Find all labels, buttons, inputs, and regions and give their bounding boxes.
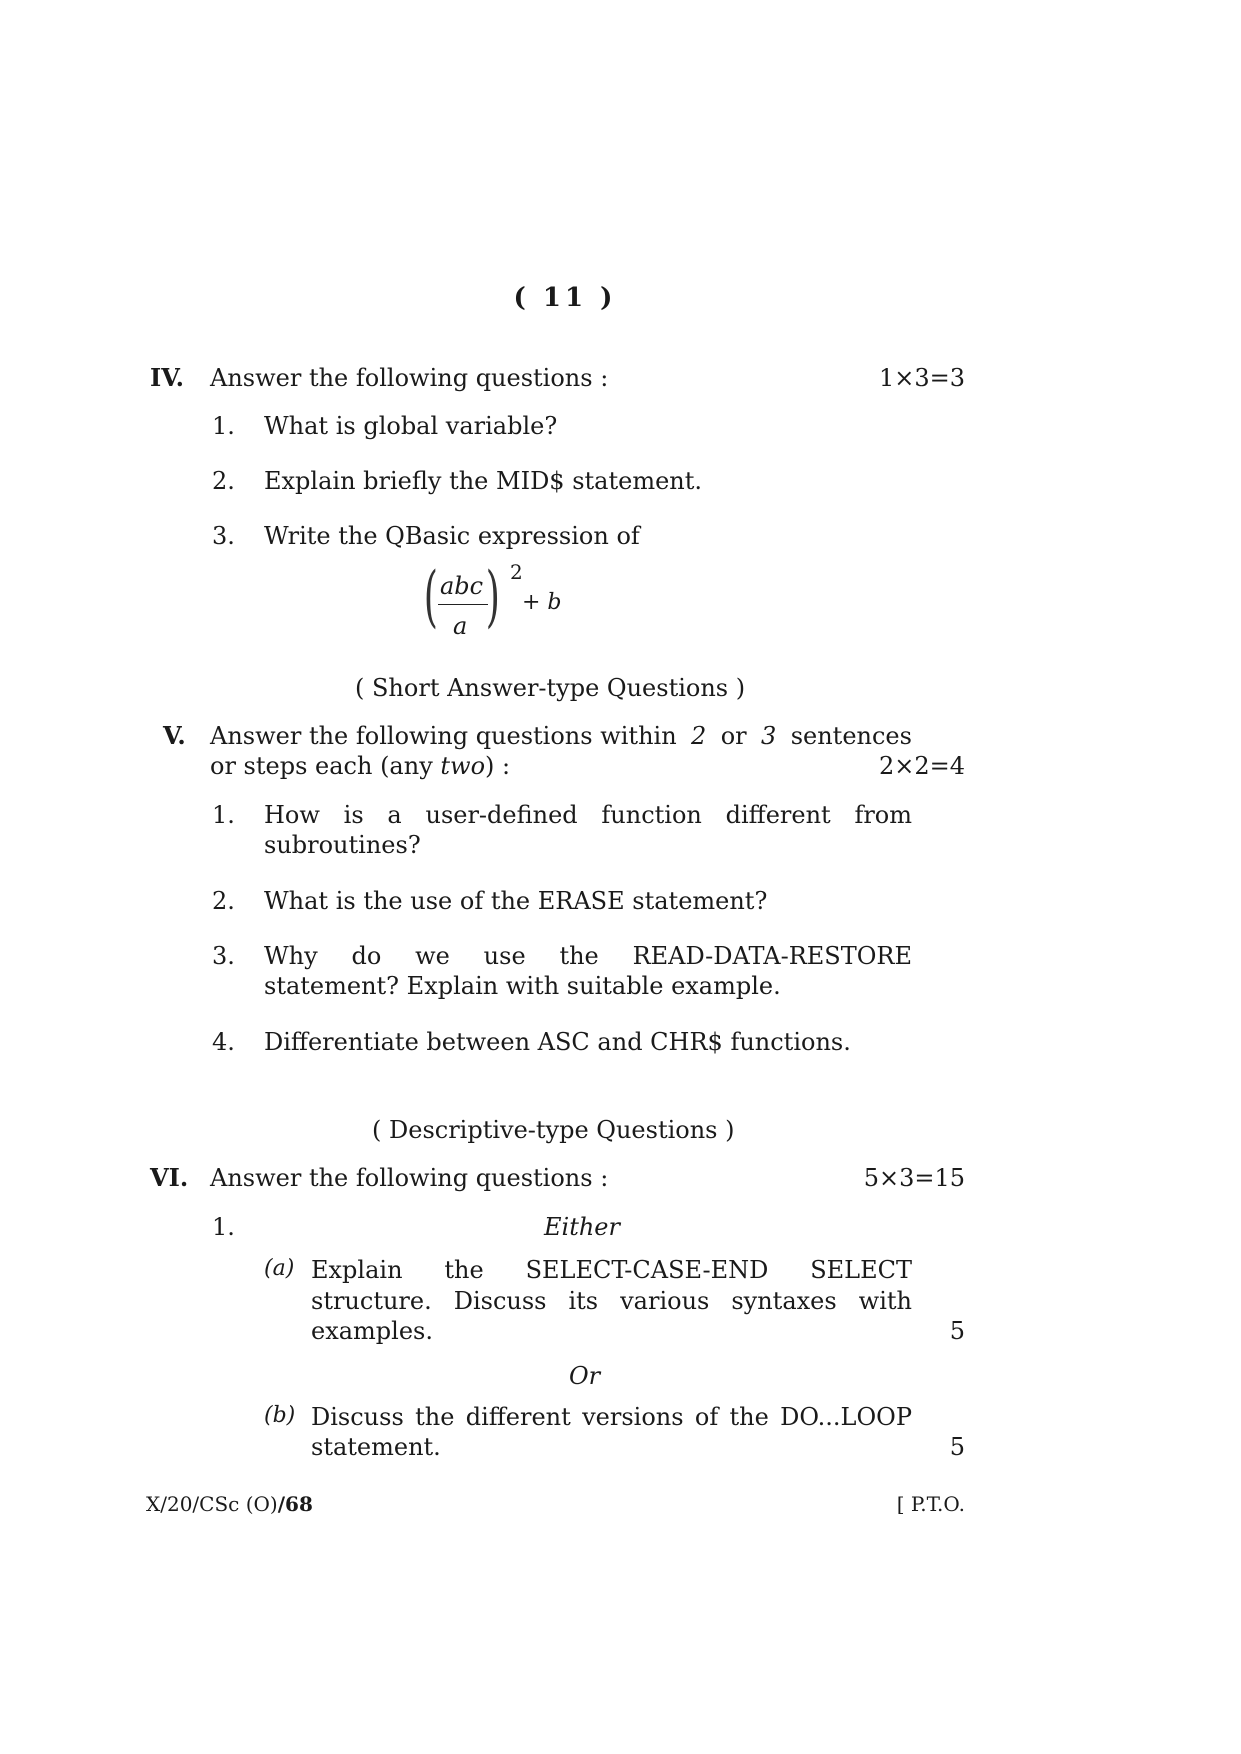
section-iv-numeral: IV. [150,363,185,392]
section-v-numeral: V. [163,721,186,750]
question-text: Why do we use the READ-DATA-RESTORE [264,942,912,970]
descriptive-heading: ( Descriptive-type Questions ) [372,1116,735,1144]
formula-numerator: abc [440,572,484,600]
or-label: Or [569,1362,601,1390]
either-label: Either [544,1213,620,1241]
right-parenthesis: ) [485,558,500,635]
option-a-text: structure. Discuss its various syntaxes with [311,1287,912,1315]
formula-tail: + b [522,590,562,615]
section-iv-marks: 1×3=3 [878,364,965,392]
instruction-text: or [720,722,747,750]
option-b-label: (b) [264,1403,296,1428]
formula-exponent: 2 [510,560,523,584]
question-text: What is global variable? [264,412,558,440]
section-v-marks: 2×2=4 [878,752,965,780]
pto-label: [ P.T.O. [896,1492,965,1516]
section-v-instruction-line2 [210,754,510,778]
qbasic-formula [410,560,570,640]
question-number: 3. [212,522,235,550]
instruction-text: sentences [790,722,912,750]
question-text: Differentiate between ASC and CHR$ functions. [264,1028,851,1056]
short-answer-heading: ( Short Answer-type Questions ) [355,674,746,702]
question-text: subroutines? [264,831,421,859]
question-number: 2. [212,887,235,915]
paper-code-text: X/20/CSc (O) [146,1492,278,1516]
question-text: How is a user-defined function different from [264,801,912,829]
fraction-bar [438,604,488,605]
question-number: 2. [212,467,235,495]
question-text: What is the use of the ERASE statement? [264,887,768,915]
option-a-label: (a) [264,1256,295,1281]
section-vi-marks: 5×3=15 [863,1164,965,1192]
section-vi-numeral: VI. [150,1163,189,1192]
formula-denominator: a [453,612,468,640]
question-number: 1. [212,412,235,440]
instruction-number: 3 [761,722,777,750]
option-a-marks: 5 [949,1317,965,1345]
option-b-text: statement. [311,1433,441,1461]
option-b-marks: 5 [949,1433,965,1461]
paper-code [146,1494,313,1514]
page-number: ( 11 ) [513,283,617,313]
question-text: statement? Explain with suitable example. [264,972,781,1000]
section-v-instruction [210,724,912,748]
instruction-emphasis: two [440,752,486,780]
left-parenthesis: ( [423,558,438,635]
question-number: 1. [212,1213,235,1241]
section-iv-instruction: Answer the following questions : [210,364,609,392]
section-vi-instruction: Answer the following questions : [210,1164,609,1192]
question-text: Explain briefly the MID$ statement. [264,467,703,495]
question-number: 3. [212,942,235,970]
instruction-text: Answer the following questions within [210,722,677,750]
instruction-number: 2 [691,722,707,750]
option-a-text: Explain the SELECT-CASE-END SELECT [311,1256,912,1284]
instruction-text: or steps each (any [210,752,433,780]
question-text: Write the QBasic expression of [264,522,640,550]
question-number: 1. [212,801,235,829]
paper-code-number: /68 [277,1492,313,1516]
option-b-text: Discuss the different versions of the DO...LOOP [311,1403,912,1431]
question-number: 4. [212,1028,235,1056]
instruction-text: ) : [485,752,511,780]
option-a-text: examples. [311,1317,433,1345]
